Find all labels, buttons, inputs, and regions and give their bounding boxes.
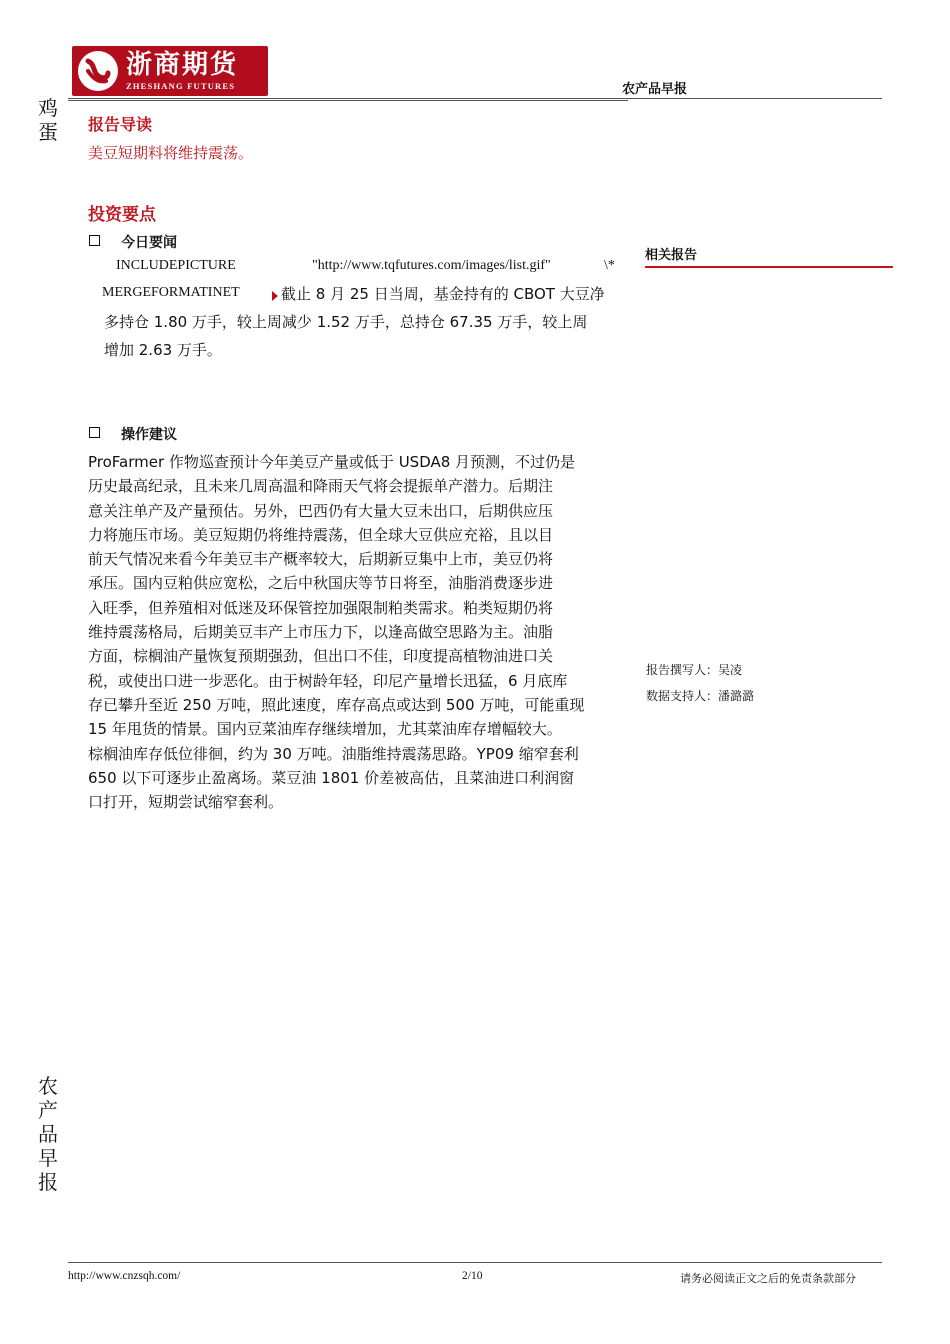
header-divider xyxy=(68,98,882,99)
advice-line: 存已攀升至近 250 万吨，照此速度，库存高点或达到 500 万吨，可能重现 xyxy=(88,695,585,714)
advice-line: 历史最高纪录，且未来几周高温和降雨天气将会提振单产潜力。后期注 xyxy=(88,477,554,496)
key-points-heading: 投资要点 xyxy=(88,205,156,225)
related-reports-title: 相关报告 xyxy=(645,248,698,263)
news-text-line3: 增加 2.63 万手。 xyxy=(104,341,222,359)
footer-divider xyxy=(68,1262,882,1263)
related-reports-divider xyxy=(645,266,893,268)
logo-chinese-name: 浙商期货 xyxy=(126,50,239,80)
field-code-url: "http://www.tqfutures.com/images/list.gif" xyxy=(312,258,551,273)
side-label-bottom: 农产品早报 xyxy=(38,1074,58,1194)
page-number: 2/10 xyxy=(462,1270,483,1282)
news-text-line1: 截止 8 月 25 日当周，基金持有的 CBOT 大豆净 xyxy=(281,285,605,303)
side-label-top: 鸡蛋 xyxy=(38,96,58,144)
advice-paragraph xyxy=(88,450,626,814)
news-title: 今日要闻 xyxy=(121,235,177,251)
field-code-merge: MERGEFORMATINET xyxy=(102,285,240,300)
guide-heading: 报告导读 xyxy=(88,115,153,134)
advice-line: 650 以下可逐步止盈离场。菜豆油 1801 价差被高估，且菜油进口利润窗 xyxy=(88,768,575,787)
logo-english-name: ZHESHANG FUTURES xyxy=(126,81,236,91)
report-type-title: 农产品早报 xyxy=(622,82,688,97)
advice-line: 口打开，短期尝试缩窄套利。 xyxy=(88,793,284,812)
footer-url[interactable]: http://www.cnzsqh.com/ xyxy=(68,1270,181,1282)
guide-summary: 美豆短期料将维持震荡。 xyxy=(88,144,254,162)
advice-line: ProFarmer 作物巡查预计今年美豆产量或低于 USDA8 月预测，不过仍是 xyxy=(88,453,576,471)
advice-line: 意关注单产及产量预估。另外，巴西仍有大量大豆未出口，后期供应压 xyxy=(88,501,554,520)
checkbox-bullet-icon xyxy=(89,235,100,246)
advice-line: 承压。国内豆粕供应宽松，之后中秋国庆等节日将至，油脂消费逐步进 xyxy=(88,574,554,593)
checkbox-bullet-icon xyxy=(89,427,100,438)
company-logo xyxy=(72,46,268,96)
advice-line: 棕榈油库存低位徘徊，约为 30 万吨。油脂维持震荡思路。YP09 缩窄套利 xyxy=(88,744,579,763)
advice-line: 入旺季，但养殖相对低迷及环保管控加强限制粕类需求。粕类短期仍将 xyxy=(88,598,554,617)
field-code-include: INCLUDEPICTURE xyxy=(116,258,236,273)
advice-line: 方面，棕榈油产量恢复预期强劲，但出口不佳，印度提高植物油进口关 xyxy=(88,647,554,666)
advice-line: 维持震荡格局，后期美豆丰产上市压力下，以逢高做空思路为主。油脂 xyxy=(88,623,554,642)
advice-line: 15 年甩货的情景。国内豆菜油库存继续增加，尤其菜油库存增幅较大。 xyxy=(88,720,562,739)
report-author: 报告撰写人：吴凌 xyxy=(646,663,743,677)
advice-title: 操作建议 xyxy=(121,427,177,443)
advice-line: 税，或使出口进一步恶化。由于树龄年轻，印尼产量增长迅猛，6 月底库 xyxy=(88,671,568,690)
advice-line: 前天气情况来看今年美豆丰产概率较大，后期新豆集中上市，美豆仍将 xyxy=(88,550,554,569)
data-support: 数据支持人：潘潞潞 xyxy=(646,689,755,703)
advice-line: 力将施压市场。美豆短期仍将维持震荡，但全球大豆供应充裕，且以目 xyxy=(88,525,554,544)
header-divider-secondary xyxy=(68,100,628,101)
field-code-switch: \* xyxy=(604,258,615,273)
footer-disclaimer: 请务必阅读正文之后的免责条款部分 xyxy=(680,1272,856,1285)
list-arrow-icon xyxy=(271,290,279,302)
logo-emblem-icon xyxy=(74,47,122,95)
news-text-line2: 多持仓 1.80 万手，较上周减少 1.52 万手，总持仓 67.35 万手，较上周 xyxy=(104,313,588,331)
